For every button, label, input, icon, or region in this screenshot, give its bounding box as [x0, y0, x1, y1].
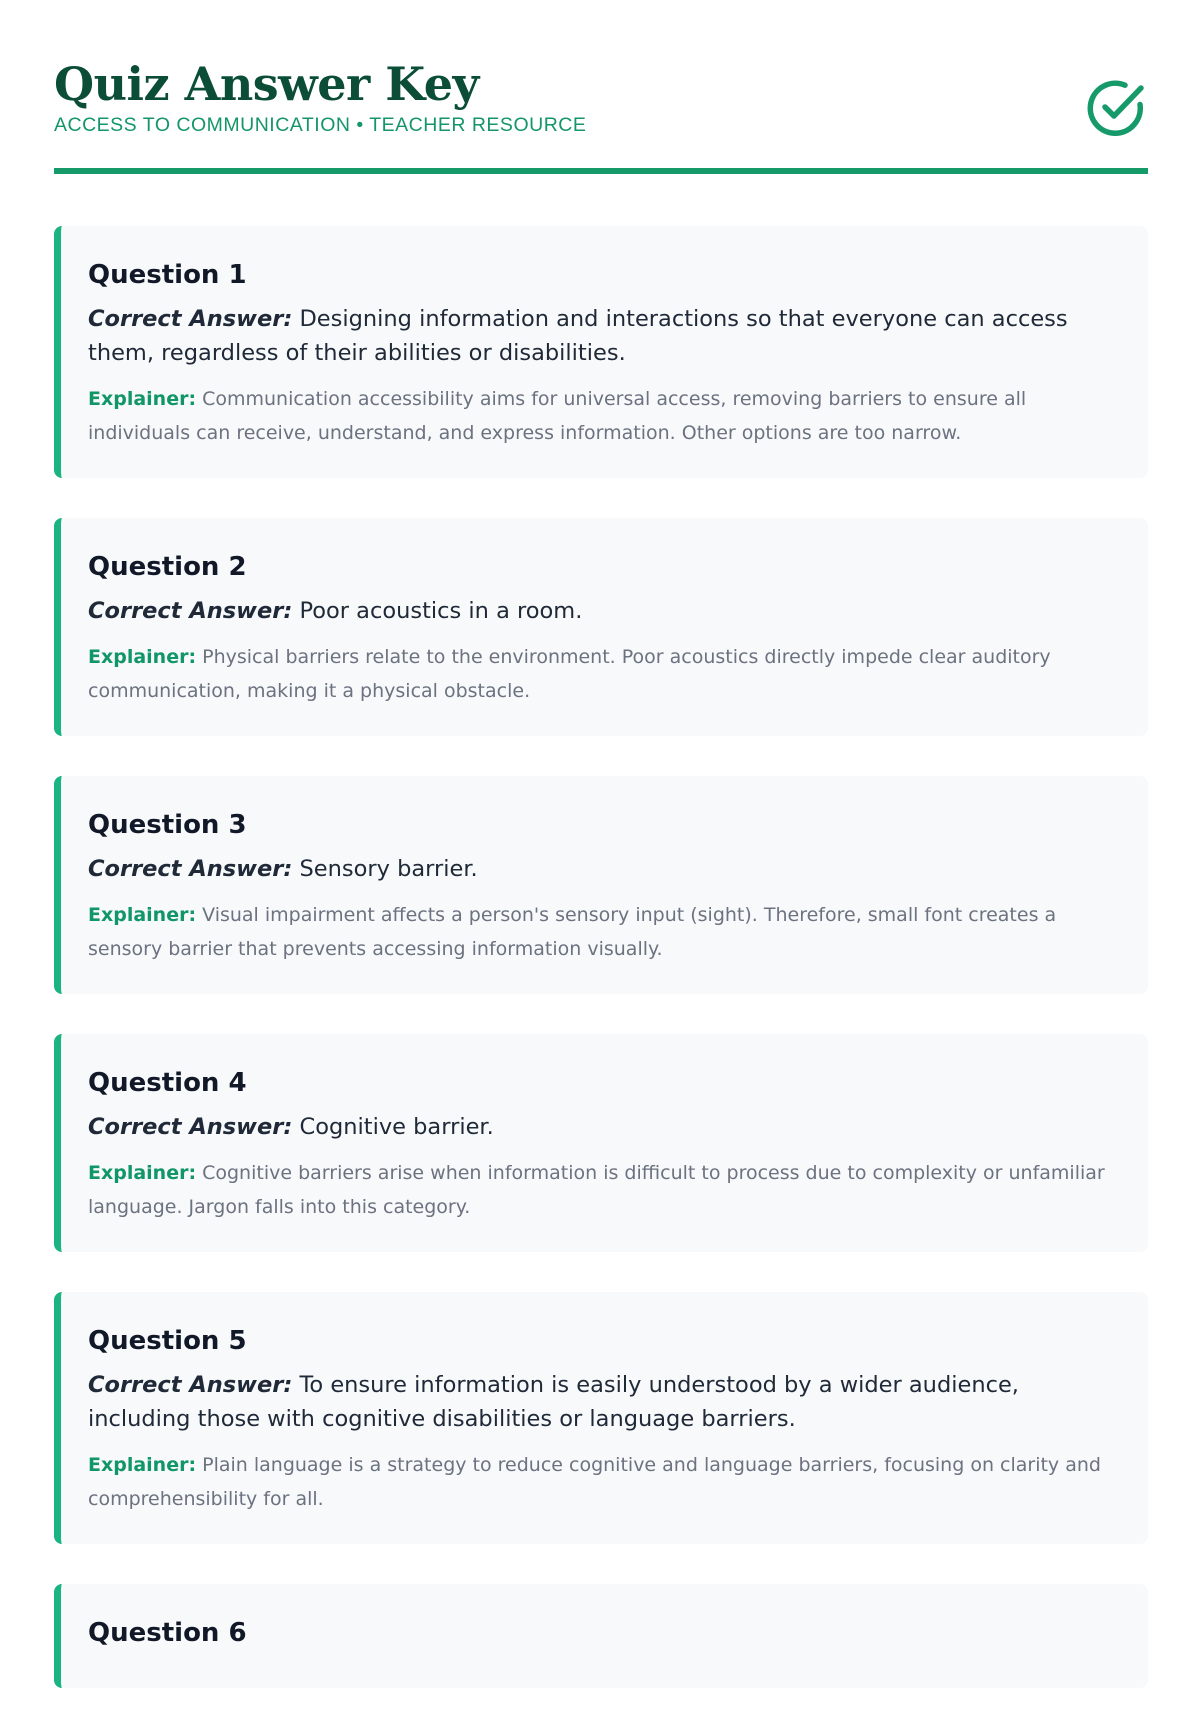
correct-answer	[88, 1110, 1118, 1144]
page-header	[54, 56, 1148, 176]
explainer-text: Communication accessibility aims for universal access, removing barriers to ensure all individuals can receive, understand, and express information. Other options are too narrow.	[88, 388, 1027, 444]
question-title: Question 1	[88, 260, 247, 290]
question-card	[54, 776, 1148, 994]
explainer-label: Explainer:	[88, 904, 197, 926]
question-title: Question 4	[88, 1068, 247, 1098]
explainer	[88, 1448, 1118, 1516]
explainer	[88, 898, 1118, 966]
correct-answer	[88, 1368, 1118, 1436]
question-title: Question 5	[88, 1326, 247, 1356]
correct-answer-label: Correct Answer:	[88, 598, 293, 624]
correct-answer-text: Designing information and interactions so that everyone can access them, regardless of their abilities or disabilities.	[88, 306, 1068, 366]
explainer-text: Cognitive barriers arise when information is difficult to process due to complexity or unfamiliar language. Jargon falls into this category.	[88, 1162, 1105, 1218]
correct-answer-label: Correct Answer:	[88, 1114, 293, 1140]
correct-answer-label: Correct Answer:	[88, 856, 293, 882]
correct-answer-text: Cognitive barrier.	[299, 1114, 494, 1140]
correct-answer-label: Correct Answer:	[88, 306, 293, 332]
correct-answer-text: To ensure information is easily understood by a wider audience, including those with cognitive disabilities or language barriers.	[88, 1372, 1019, 1432]
correct-answer	[88, 594, 1118, 628]
explainer	[88, 1156, 1118, 1224]
question-title: Question 3	[88, 810, 247, 840]
question-card	[54, 1292, 1148, 1544]
explainer-label: Explainer:	[88, 388, 197, 410]
explainer-label: Explainer:	[88, 646, 197, 668]
header-divider	[54, 168, 1148, 174]
question-card	[54, 1034, 1148, 1252]
explainer-text: Plain language is a strategy to reduce cognitive and language barriers, focusing on clarity and comprehensibility for all.	[88, 1454, 1101, 1510]
question-list	[54, 226, 1148, 1728]
page-subtitle: ACCESS TO COMMUNICATION • TEACHER RESOURCE	[54, 114, 587, 136]
correct-answer-text: Sensory barrier.	[299, 856, 478, 882]
question-card	[54, 518, 1148, 736]
question-card	[54, 1584, 1148, 1688]
question-card	[54, 226, 1148, 478]
explainer-label: Explainer:	[88, 1162, 197, 1184]
explainer	[88, 382, 1118, 450]
correct-answer-text: Poor acoustics in a room.	[299, 598, 583, 624]
correct-answer	[88, 302, 1118, 370]
page-title: Quiz Answer Key	[54, 57, 479, 111]
correct-answer-label: Correct Answer:	[88, 1372, 293, 1398]
correct-answer	[88, 852, 1118, 886]
check-circle-icon	[1084, 76, 1148, 140]
explainer-label: Explainer:	[88, 1454, 197, 1476]
question-title: Question 2	[88, 552, 247, 582]
explainer	[88, 640, 1118, 708]
explainer-text: Physical barriers relate to the environment. Poor acoustics directly impede clear auditory communication, making it a physical obstacle.	[88, 646, 1051, 702]
question-title: Question 6	[88, 1618, 247, 1648]
explainer-text: Visual impairment affects a person's sensory input (sight). Therefore, small font creates a sensory barrier that prevents accessing information visually.	[88, 904, 1057, 960]
